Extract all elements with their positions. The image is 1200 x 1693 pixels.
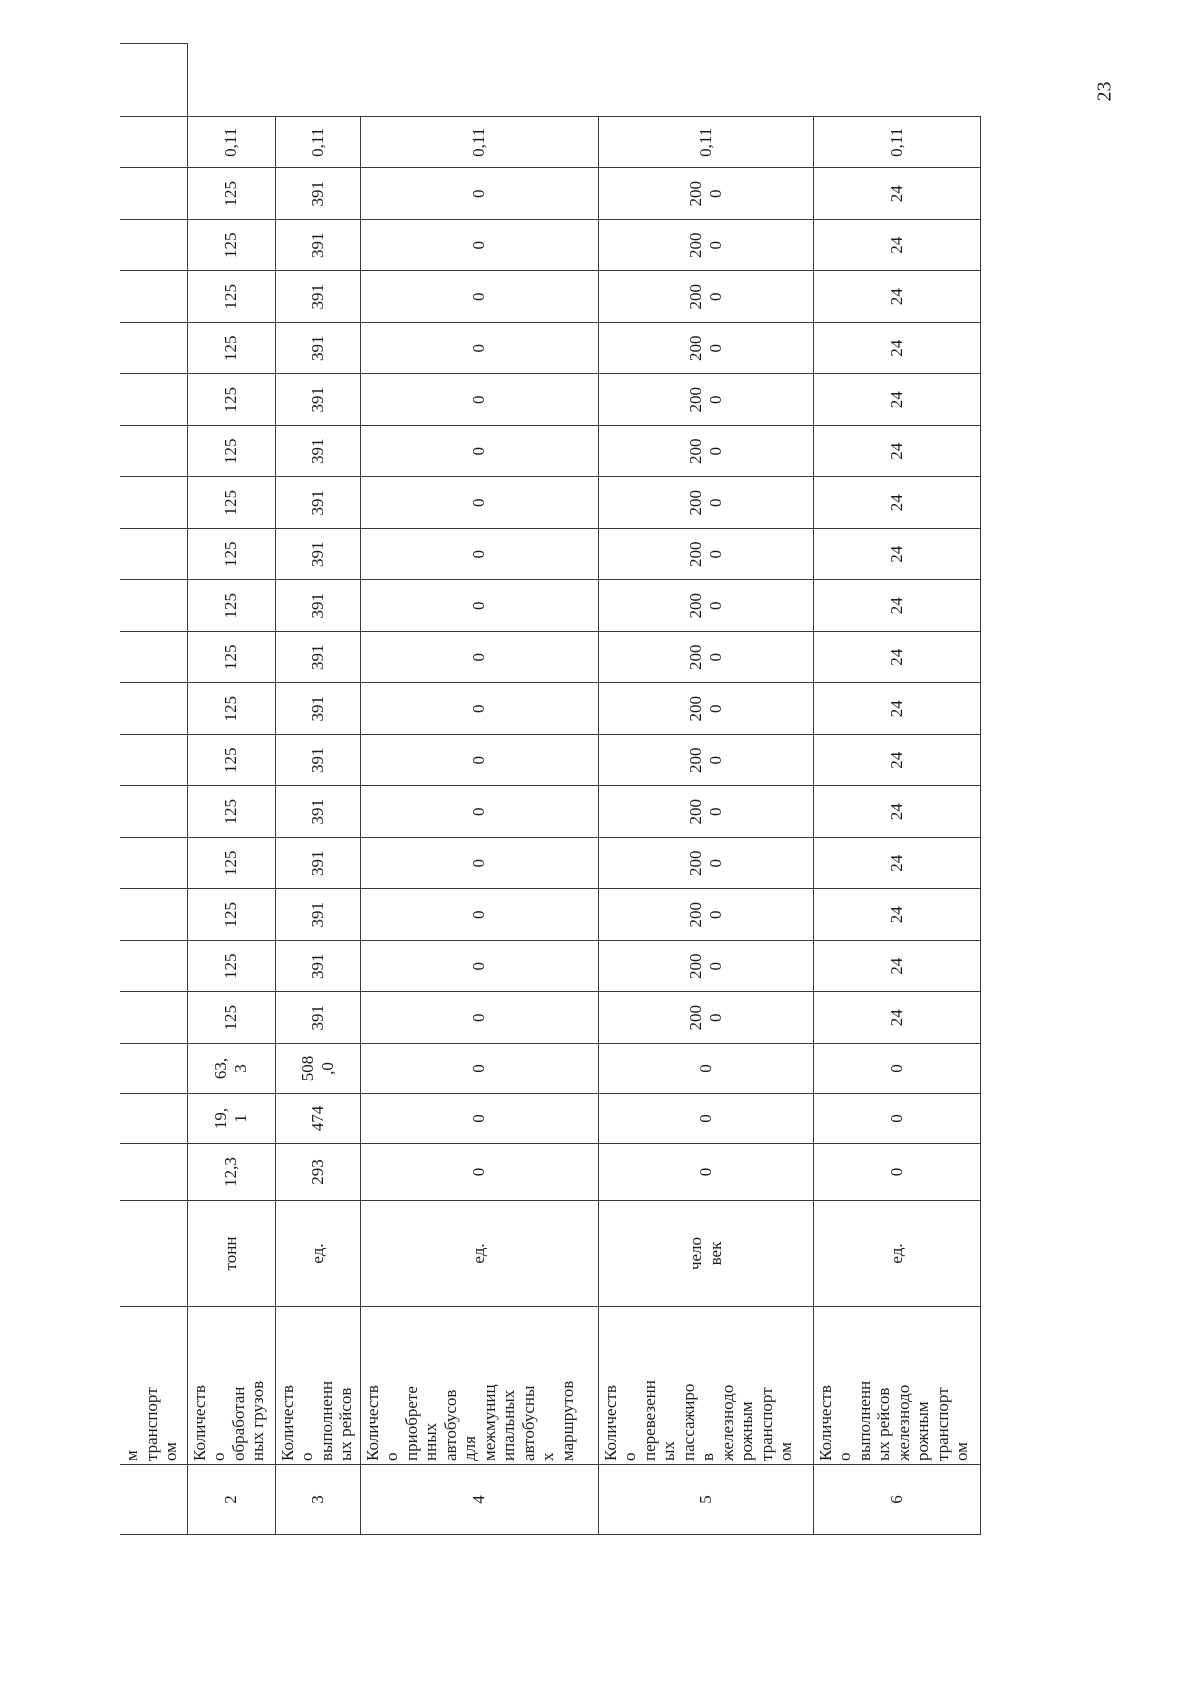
value-cell — [120, 1144, 187, 1201]
value-cell: 63, 3 — [187, 1044, 275, 1094]
value-cell: 200 0 — [598, 323, 813, 375]
table-row — [187, 44, 275, 1535]
value-cell: 24 — [813, 992, 980, 1044]
value-cell: 0 — [360, 941, 598, 993]
value-cell — [120, 889, 187, 941]
indicators-table — [120, 43, 981, 1535]
value-cell: 0 — [360, 323, 598, 375]
row-number-cell — [120, 1465, 187, 1535]
value-cell: 200 0 — [598, 271, 813, 323]
value-cell: 125 — [187, 271, 275, 323]
value-cell: 125 — [187, 632, 275, 684]
value-cell: 0 — [360, 735, 598, 787]
value-cell: 200 0 — [598, 580, 813, 632]
value-cell: 0 — [360, 992, 598, 1044]
value-cell: 200 0 — [598, 683, 813, 735]
value-cell: 0 — [813, 1144, 980, 1201]
value-cell: 24 — [813, 838, 980, 890]
value-cell: 0 — [360, 683, 598, 735]
table-row — [598, 44, 813, 1535]
value-cell: 200 0 — [598, 374, 813, 426]
value-cell — [120, 992, 187, 1044]
value-cell: 125 — [187, 941, 275, 993]
value-cell: 24 — [813, 735, 980, 787]
value-cell: 508 ,0 — [275, 1044, 360, 1094]
value-cell: 391 — [275, 838, 360, 890]
value-cell: 125 — [187, 580, 275, 632]
value-cell: 0 — [360, 374, 598, 426]
value-cell: 125 — [187, 889, 275, 941]
value-cell — [120, 632, 187, 684]
value-cell: 200 0 — [598, 220, 813, 272]
table-row — [275, 44, 360, 1535]
value-cell: 125 — [187, 838, 275, 890]
unit-cell: ед. — [275, 1201, 360, 1307]
value-cell: 24 — [813, 529, 980, 581]
value-cell: 391 — [275, 735, 360, 787]
value-cell: 293 — [275, 1144, 360, 1201]
value-cell: 391 — [275, 323, 360, 375]
value-cell: 391 — [275, 889, 360, 941]
value-cell: 125 — [187, 374, 275, 426]
value-cell: 24 — [813, 271, 980, 323]
value-cell: 0 — [360, 786, 598, 838]
value-cell — [120, 168, 187, 220]
value-cell: 0 — [360, 1044, 598, 1094]
value-cell: 24 — [813, 941, 980, 993]
value-cell: 0 — [360, 220, 598, 272]
table-row — [120, 44, 187, 1535]
value-cell — [120, 374, 187, 426]
value-cell: 391 — [275, 580, 360, 632]
value-cell: 200 0 — [598, 786, 813, 838]
value-cell — [120, 323, 187, 375]
value-cell: 19, 1 — [187, 1094, 275, 1144]
unit-cell: тонн — [187, 1201, 275, 1307]
value-cell: 474 — [275, 1094, 360, 1144]
table-row — [813, 44, 980, 1535]
value-cell — [120, 1094, 187, 1144]
value-cell: 0 — [360, 632, 598, 684]
value-cell: 24 — [813, 786, 980, 838]
value-cell: 24 — [813, 168, 980, 220]
row-number-cell: 6 — [813, 1465, 980, 1535]
value-cell: 0 — [360, 477, 598, 529]
value-cell: 391 — [275, 271, 360, 323]
value-cell: 0,11 — [813, 117, 980, 169]
value-cell: 0 — [598, 1144, 813, 1201]
indicator-name-cell: Количеств о выполненн ых рейсов — [275, 1307, 360, 1465]
value-cell: 125 — [187, 529, 275, 581]
row-number-cell: 2 — [187, 1465, 275, 1535]
value-cell: 391 — [275, 529, 360, 581]
value-cell — [120, 477, 187, 529]
rotated-table-frame — [120, 55, 980, 1535]
value-cell: 200 0 — [598, 168, 813, 220]
value-cell — [120, 838, 187, 890]
unit-cell: ед. — [813, 1201, 980, 1307]
value-cell: 24 — [813, 683, 980, 735]
value-cell: 0,11 — [360, 117, 598, 169]
value-cell: 125 — [187, 992, 275, 1044]
value-cell: 0 — [598, 1094, 813, 1144]
value-cell: 200 0 — [598, 941, 813, 993]
value-cell: 24 — [813, 220, 980, 272]
value-cell: 391 — [275, 477, 360, 529]
indicator-name-cell: Количеств о перевезенн ых пассажиро в железнодо рожным транспорт ом — [598, 1307, 813, 1465]
value-cell: 200 0 — [598, 992, 813, 1044]
value-cell: 200 0 — [598, 477, 813, 529]
value-cell: 0,11 — [275, 117, 360, 169]
value-cell: 0 — [360, 580, 598, 632]
value-cell: 0 — [360, 271, 598, 323]
value-cell: 12,3 — [187, 1144, 275, 1201]
value-cell: 0 — [360, 1144, 598, 1201]
value-cell: 125 — [187, 426, 275, 478]
value-cell: 24 — [813, 426, 980, 478]
value-cell: 0 — [598, 1044, 813, 1094]
value-cell — [120, 529, 187, 581]
unit-cell: чело век — [598, 1201, 813, 1307]
value-cell: 24 — [813, 374, 980, 426]
value-cell: 24 — [813, 323, 980, 375]
value-cell: 125 — [187, 786, 275, 838]
value-cell — [120, 220, 187, 272]
value-cell: 391 — [275, 374, 360, 426]
row-number-cell: 4 — [360, 1465, 598, 1535]
value-cell: 125 — [187, 735, 275, 787]
value-cell: 0,11 — [598, 117, 813, 169]
value-cell: 0 — [360, 838, 598, 890]
unit-cell — [120, 1201, 187, 1307]
value-cell: 0,11 — [187, 117, 275, 169]
value-cell: 0 — [360, 426, 598, 478]
value-cell: 391 — [275, 632, 360, 684]
value-cell: 391 — [275, 168, 360, 220]
indicator-name-cell: Количеств о выполненн ых рейсов железнодо рожным транспорт ом — [813, 1307, 980, 1465]
value-cell: 0 — [360, 1094, 598, 1144]
value-cell: 0 — [360, 529, 598, 581]
value-cell — [120, 426, 187, 478]
value-cell: 125 — [187, 477, 275, 529]
value-cell — [120, 271, 187, 323]
value-cell: 0 — [813, 1094, 980, 1144]
value-cell: 200 0 — [598, 735, 813, 787]
value-cell: 125 — [187, 683, 275, 735]
row-number-cell: 5 — [598, 1465, 813, 1535]
value-cell: 391 — [275, 992, 360, 1044]
indicator-name-cell: м транспорт ом — [120, 1307, 187, 1465]
value-cell: 200 0 — [598, 632, 813, 684]
value-cell — [120, 117, 187, 169]
value-cell: 391 — [275, 941, 360, 993]
value-cell: 24 — [813, 632, 980, 684]
value-cell: 200 0 — [598, 426, 813, 478]
row-number-cell: 3 — [275, 1465, 360, 1535]
value-cell: 391 — [275, 426, 360, 478]
value-cell: 125 — [187, 168, 275, 220]
value-cell: 200 0 — [598, 889, 813, 941]
value-cell — [120, 735, 187, 787]
value-cell: 391 — [275, 220, 360, 272]
value-cell: 391 — [275, 683, 360, 735]
value-cell: 200 0 — [598, 838, 813, 890]
unit-cell: ед. — [360, 1201, 598, 1307]
value-cell: 0 — [360, 889, 598, 941]
value-cell: 0 — [360, 168, 598, 220]
value-cell: 391 — [275, 786, 360, 838]
table-row — [360, 44, 598, 1535]
value-cell — [120, 580, 187, 632]
value-cell: 125 — [187, 323, 275, 375]
value-cell: 0 — [813, 1044, 980, 1094]
value-cell: 24 — [813, 580, 980, 632]
value-cell: 200 0 — [598, 529, 813, 581]
value-cell: 24 — [813, 477, 980, 529]
page-number: 23 — [1093, 81, 1116, 102]
value-cell — [120, 44, 187, 117]
indicator-name-cell: Количеств о обработан ных грузов — [187, 1307, 275, 1465]
value-cell — [120, 786, 187, 838]
value-cell — [120, 941, 187, 993]
value-cell — [120, 1044, 187, 1094]
value-cell — [120, 683, 187, 735]
value-cell: 125 — [187, 220, 275, 272]
value-cell: 24 — [813, 889, 980, 941]
indicator-name-cell: Количеств о приобрете нных автобусов для межмуниц ипальных автобусны х маршрутов — [360, 1307, 598, 1465]
